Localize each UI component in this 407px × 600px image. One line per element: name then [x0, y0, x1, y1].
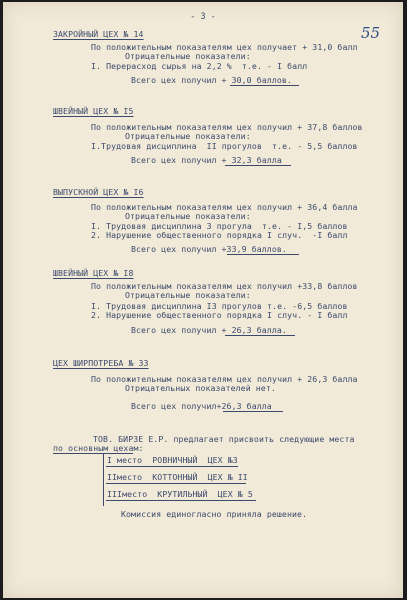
- place-second: IIместо КОТТОННЫЙ ЦЕХ № II: [107, 472, 248, 482]
- place-third: IIIместо КРУТИЛЬНЫЙ ЦЕХ № 5: [107, 489, 253, 499]
- section-total: Всего цех получил + 30,0 баллов.: [131, 75, 292, 85]
- section-title-vypusknoy-16: ВЫПУСКНОЙ ЦЕХ № I6: [53, 187, 144, 197]
- document-page: [3, 2, 403, 598]
- section-positive: По положительным показателям цех получил +33,8 баллов: [91, 281, 358, 291]
- section-title-shveyny-18: ШВЕЙНЫЙ ЦЕХ № I8: [53, 268, 134, 278]
- section-negative-header: Отрицательные показатели:: [125, 131, 251, 141]
- section-negative-header: Отрицательных показателей нет.: [125, 383, 276, 393]
- total-underline: [225, 335, 295, 336]
- handwritten-page-number: 55: [361, 24, 381, 42]
- proposal-line: по основным цехам:: [53, 443, 144, 453]
- page-number: - 3 -: [190, 12, 216, 22]
- place-underline: [106, 466, 238, 467]
- place-first: I место РОВНИЧНЫЙ ЦЕХ №3: [107, 455, 238, 465]
- conclusion: Комиссия единогласно приняла решение.: [121, 509, 308, 519]
- section-positive: По положительным показателям цех получает + 31,0 балл: [91, 42, 358, 52]
- place-underline: [106, 483, 246, 484]
- total-underline: [225, 165, 291, 166]
- section-title-shirpotreba-33: ЦЕХ ШИРПОТРЕБА № 33: [53, 358, 149, 368]
- margin-mark: [103, 454, 104, 506]
- section-positive: По положительным показателям цех получил + 37,8 баллов: [91, 122, 363, 132]
- section-total: Всего цех получил + 32,3 балла: [131, 155, 282, 165]
- proposal-line: ТОВ. БИРЗЕ Е.Р. предлагает присвоить следующие места: [93, 434, 355, 444]
- proposal-underline: [53, 453, 133, 454]
- place-underline: [106, 500, 256, 501]
- section-title-shveyny-15: ШВЕЙНЫЙ ЦЕХ № I5: [53, 106, 134, 116]
- section-positive: По положительным показателям цех получил + 36,4 балла: [91, 202, 358, 212]
- section-positive: По положительным показателям цех получил + 26,3 балла: [91, 374, 358, 384]
- section-negative-header: Отрицательные показатели:: [125, 51, 251, 61]
- total-underline: [227, 254, 299, 255]
- section-item: I. Трудовая дисциплина I3 прогулов т.е. -6,5 баллов: [91, 301, 348, 311]
- section-item: I.Трудовая дисциплина II прогулов т.е. - 5,5 баллов: [91, 141, 358, 151]
- section-item: I. Перерасход сырья на 2,2 % т.е. - I балл: [91, 61, 308, 71]
- section-negative-header: Отрицательные показатели:: [125, 211, 251, 221]
- total-underline: [223, 411, 283, 412]
- section-title-zakroyny: ЗАКРОЙНЫЙ ЦЕХ № 14: [53, 29, 144, 39]
- section-total: Всего цех получил+26,3 балла: [131, 401, 272, 411]
- section-item: 2. Нарушение общественного порядка I случ. - I балл: [91, 310, 348, 320]
- section-item: I. Трудовая дисциплина 3 прогула т.е. - I,5 баллов: [91, 221, 348, 231]
- total-underline: [230, 85, 299, 86]
- section-negative-header: Отрицательные показатели:: [125, 290, 251, 300]
- section-total: Всего цех получил + 26,3 балла.: [131, 325, 287, 335]
- section-total: Всего цех получил +33,9 баллов.: [131, 244, 287, 254]
- section-item: 2. Нарушение общественного порядка I случ. -I балл: [91, 230, 348, 240]
